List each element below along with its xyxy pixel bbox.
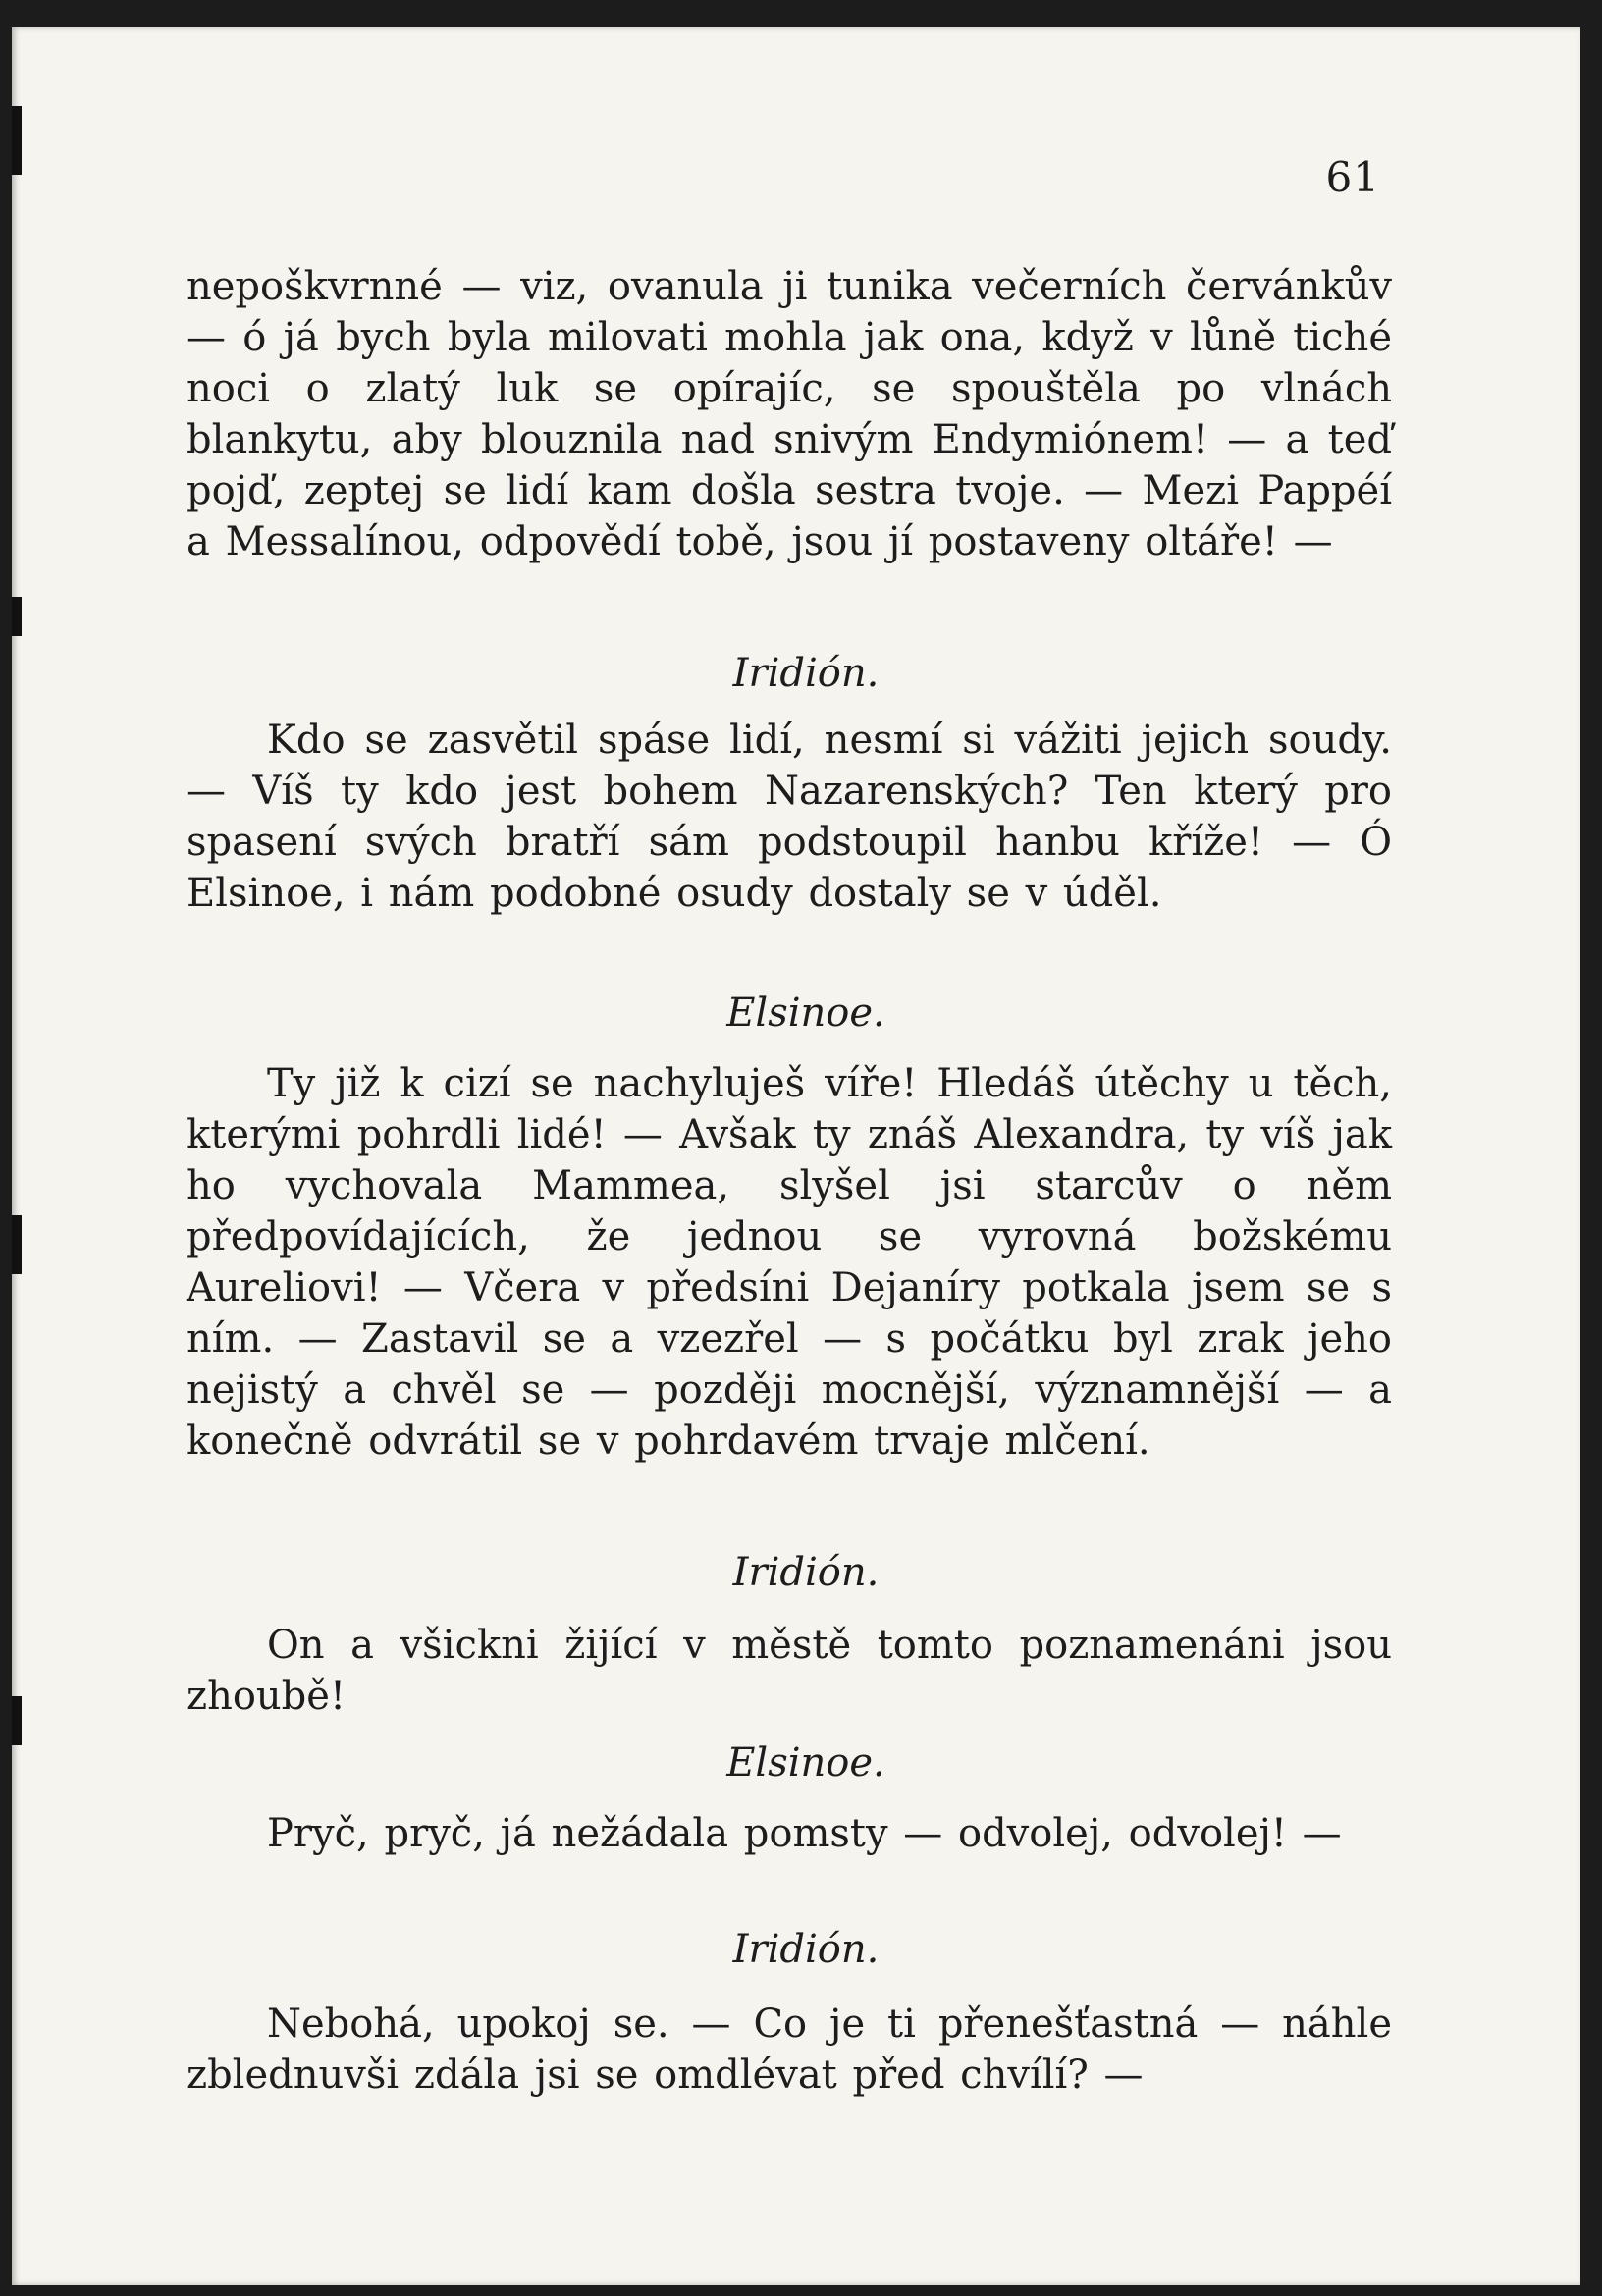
paragraph: Pryč, pryč, já nežádala pomsty — odvolej, odvolej! — [267, 1811, 1342, 1856]
binding-shadow [12, 597, 22, 636]
paragraph: Kdo se zasvětil spáse lidí, nesmí si vážiti jejich soudy. — Víš ty kdo jest bohem Nazarenských? Ten který pro spasení svých bratří sám podstoupil hanbu kříže! — Ó Elsinoe, i nám podobné osudy dostaly se v úděl. [187, 718, 1392, 916]
paragraph: Nebohá, upokoj se. — Co je ti přenešťastná — náhle zblednuvši zdála jsi se omdlévat před chvílí? — [187, 2002, 1392, 2098]
binding-shadow [12, 1215, 22, 1274]
speaker-name: Iridión. [732, 1550, 880, 1595]
binding-shadow [12, 1696, 22, 1745]
speaker-name: Iridión. [732, 1927, 880, 1972]
paragraph: Ty již k cizí se nachyluješ víře! Hledáš útěchy u těch, kterými pohrdli lidé! — Avšak ty znáš Alexandra, ty víš jak ho vychovala Mammea, slyšel jsi starcův o něm předpovídajících, že jednou se vyrovná božskému Aureliovi! — Včera v předsíni Dejaníry potkala jsem se s ním. — Zastavil se a vzezřel — s počátku byl zrak jeho nejistý a chvěl se — později mocnější, významnější — a konečně odvrátil se v pohrdavém trvaje mlčení. [187, 1061, 1392, 1464]
speaker-name: Iridión. [732, 651, 880, 696]
paragraph: nepoškvrnné — viz, ovanula ji tunika večerních červánkův — ó já bych byla milovati mohla jak ona, když v lůně tiché noci o zlatý luk se opírajíc, se spouštěla po vlnách blankytu, aby blouznila nad snivým Endymiónem! — a teď pojď, zeptej se lidí kam došla sestra tvoje. — Mezi Pappéí a Messalínou, odpovědí tobě, jsou jí postaveny oltáře! — [187, 264, 1392, 564]
book-page [12, 27, 1580, 2285]
paragraph: On a všickni žijící v městě tomto poznamenáni jsou zhoubě! [187, 1623, 1392, 1719]
speaker-name: Elsinoe. [726, 1740, 885, 1786]
page-number: 61 [1325, 153, 1380, 201]
speaker-name: Elsinoe. [726, 990, 885, 1036]
binding-shadow [12, 106, 22, 175]
